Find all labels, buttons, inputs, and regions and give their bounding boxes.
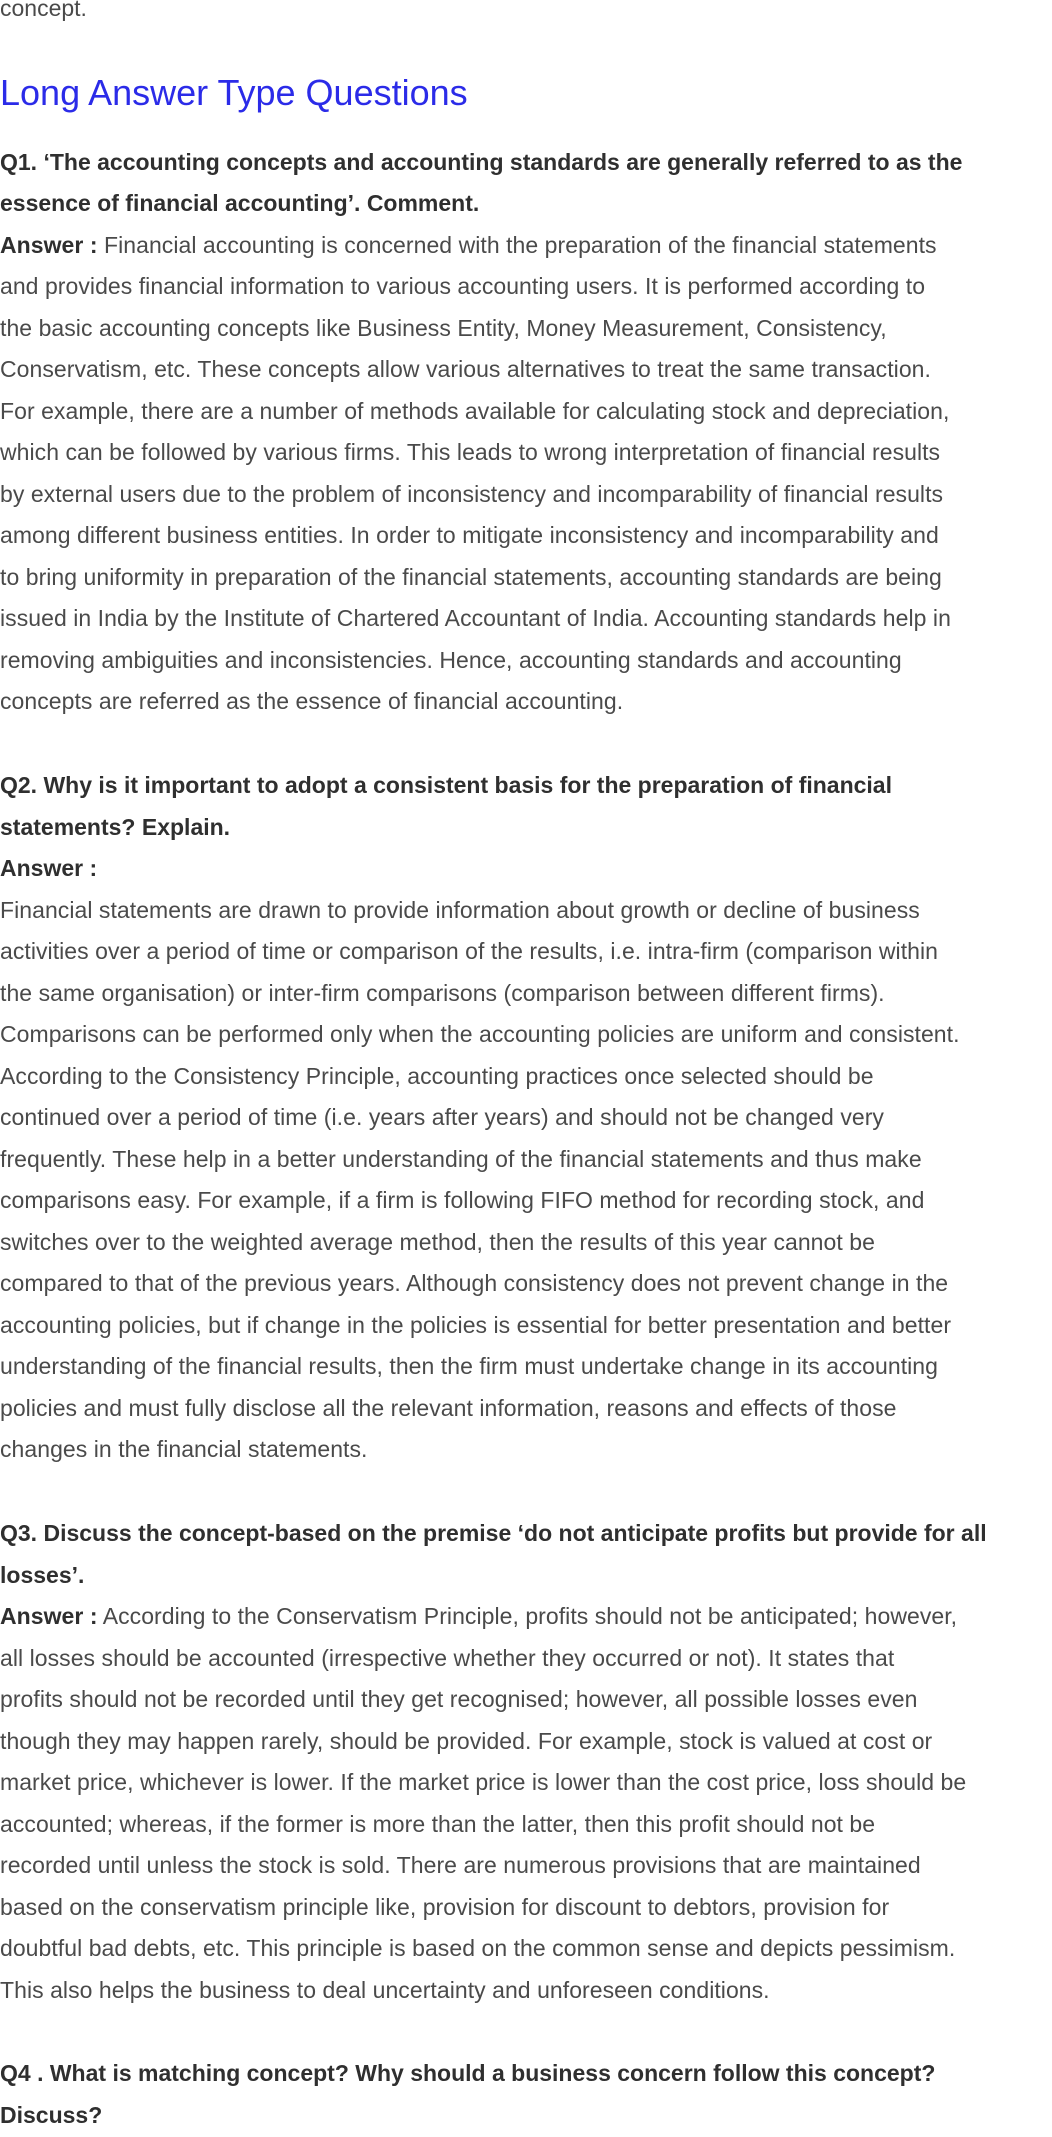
q3-answer-line: though they may happen rarely, should be provided. For example, stock is valued at cost or xyxy=(0,1728,933,1754)
q1-answer-text: Financial accounting is concerned with the preparation of the financial statements xyxy=(104,232,937,258)
q1-answer-line: concepts are referred as the essence of financial accounting. xyxy=(0,688,624,714)
q2-answer-line: According to the Consistency Principle, accounting practices once selected should be xyxy=(0,1063,874,1089)
q2-answer-line: Financial statements are drawn to provide information about growth or decline of business xyxy=(0,897,920,923)
q4-question-line-2: Discuss? xyxy=(0,2102,103,2128)
answer-label: Answer : xyxy=(0,855,98,881)
q3-answer-line: This also helps the business to deal uncertainty and unforeseen conditions. xyxy=(0,1977,770,2003)
q3-answer-text: According to the Conservatism Principle, profits should not be anticipated; however, xyxy=(102,1603,958,1629)
q3-answer-line: based on the conservatism principle like, provision for discount to debtors, provision for xyxy=(0,1894,890,1920)
q2-answer-line: understanding of the financial results, then the firm must undertake change in its accounting xyxy=(0,1353,938,1379)
q2-answer-line: Comparisons can be performed only when the accounting policies are uniform and consistent. xyxy=(0,1021,960,1047)
q2-answer-line: changes in the financial statements. xyxy=(0,1436,368,1462)
q2-answer-line: compared to that of the previous years. Although consistency does not prevent change in the xyxy=(0,1270,949,1296)
q1-answer-line: the basic accounting concepts like Business Entity, Money Measurement, Consistency, xyxy=(0,315,887,341)
q3-answer-line: doubtful bad debts, etc. This principle is based on the common sense and depicts pessimism. xyxy=(0,1935,956,1961)
q1-answer-line: Conservatism, etc. These concepts allow various alternatives to treat the same transaction. xyxy=(0,356,931,382)
q4-question-line-1: Q4 . What is matching concept? Why should a business concern follow this concept? xyxy=(0,2060,936,2086)
q1-question-line-2: essence of financial accounting’. Comment. xyxy=(0,190,480,216)
previous-answer-fragment: concept. xyxy=(0,0,87,21)
q2-answer-line: the same organisation) or inter-firm comparisons (comparison between different firms). xyxy=(0,980,885,1006)
q1-answer-line: which can be followed by various firms. This leads to wrong interpretation of financial results xyxy=(0,439,941,465)
q2-answer-line: activities over a period of time or comparison of the results, i.e. intra-firm (comparison within xyxy=(0,938,938,964)
q3-answer-line-1 xyxy=(0,1596,1052,1638)
q3-question-line-2: losses’. xyxy=(0,1562,85,1588)
q2-question-line-1: Q2. Why is it important to adopt a consistent basis for the preparation of financial xyxy=(0,772,892,798)
q3-answer-line: all losses should be accounted (irrespective whether they occurred or not). It states that xyxy=(0,1645,895,1671)
q1-answer-line: removing ambiguities and inconsistencies. Hence, accounting standards and accounting xyxy=(0,647,902,673)
q1-answer-line: and provides financial information to various accounting users. It is performed according to xyxy=(0,273,926,299)
q1-answer-line: by external users due to the problem of inconsistency and incomparability of financial results xyxy=(0,481,944,507)
q2-answer-line: continued over a period of time (i.e. years after years) and should not be changed very xyxy=(0,1104,884,1130)
q3-answer-line: recorded until unless the stock is sold. There are numerous provisions that are maintained xyxy=(0,1852,921,1878)
q1-answer-line-1 xyxy=(0,225,1052,267)
q1-answer-line: issued in India by the Institute of Chartered Accountant of India. Accounting standards help in xyxy=(0,605,951,631)
q3-answer-line: profits should not be recorded until they get recognised; however, all possible losses even xyxy=(0,1686,918,1712)
answer-label: Answer : xyxy=(0,232,98,258)
q2-answer-line: comparisons easy. For example, if a firm is following FIFO method for recording stock, and xyxy=(0,1187,925,1213)
section-title: Long Answer Type Questions xyxy=(0,72,468,113)
q2-question-line-2: statements? Explain. xyxy=(0,814,231,840)
q2-answer-line: switches over to the weighted average method, then the results of this year cannot be xyxy=(0,1229,875,1255)
q1-answer-line: For example, there are a number of methods available for calculating stock and depreciation, xyxy=(0,398,950,424)
q2-answer-line: accounting policies, but if change in the policies is essential for better presentation and better xyxy=(0,1312,952,1338)
q1-question-line-1: Q1. ‘The accounting concepts and accounting standards are generally referred to as the xyxy=(0,149,963,175)
q2-answer-line: policies and must fully disclose all the relevant information, reasons and effects of those xyxy=(0,1395,897,1421)
q1-answer-line: among different business entities. In order to mitigate inconsistency and incomparability and xyxy=(0,522,939,548)
q3-answer-line: accounted; whereas, if the former is more than the latter, then this profit should not be xyxy=(0,1811,876,1837)
answer-label: Answer : xyxy=(0,1603,98,1629)
q1-answer-line: to bring uniformity in preparation of the financial statements, accounting standards are being xyxy=(0,564,942,590)
q3-answer-line: market price, whichever is lower. If the market price is lower than the cost price, loss should be xyxy=(0,1769,967,1795)
q3-question-line-1: Q3. Discuss the concept-based on the premise ‘do not anticipate profits but provide for all xyxy=(0,1520,987,1546)
q2-answer-line: frequently. These help in a better understanding of the financial statements and thus make xyxy=(0,1146,922,1172)
